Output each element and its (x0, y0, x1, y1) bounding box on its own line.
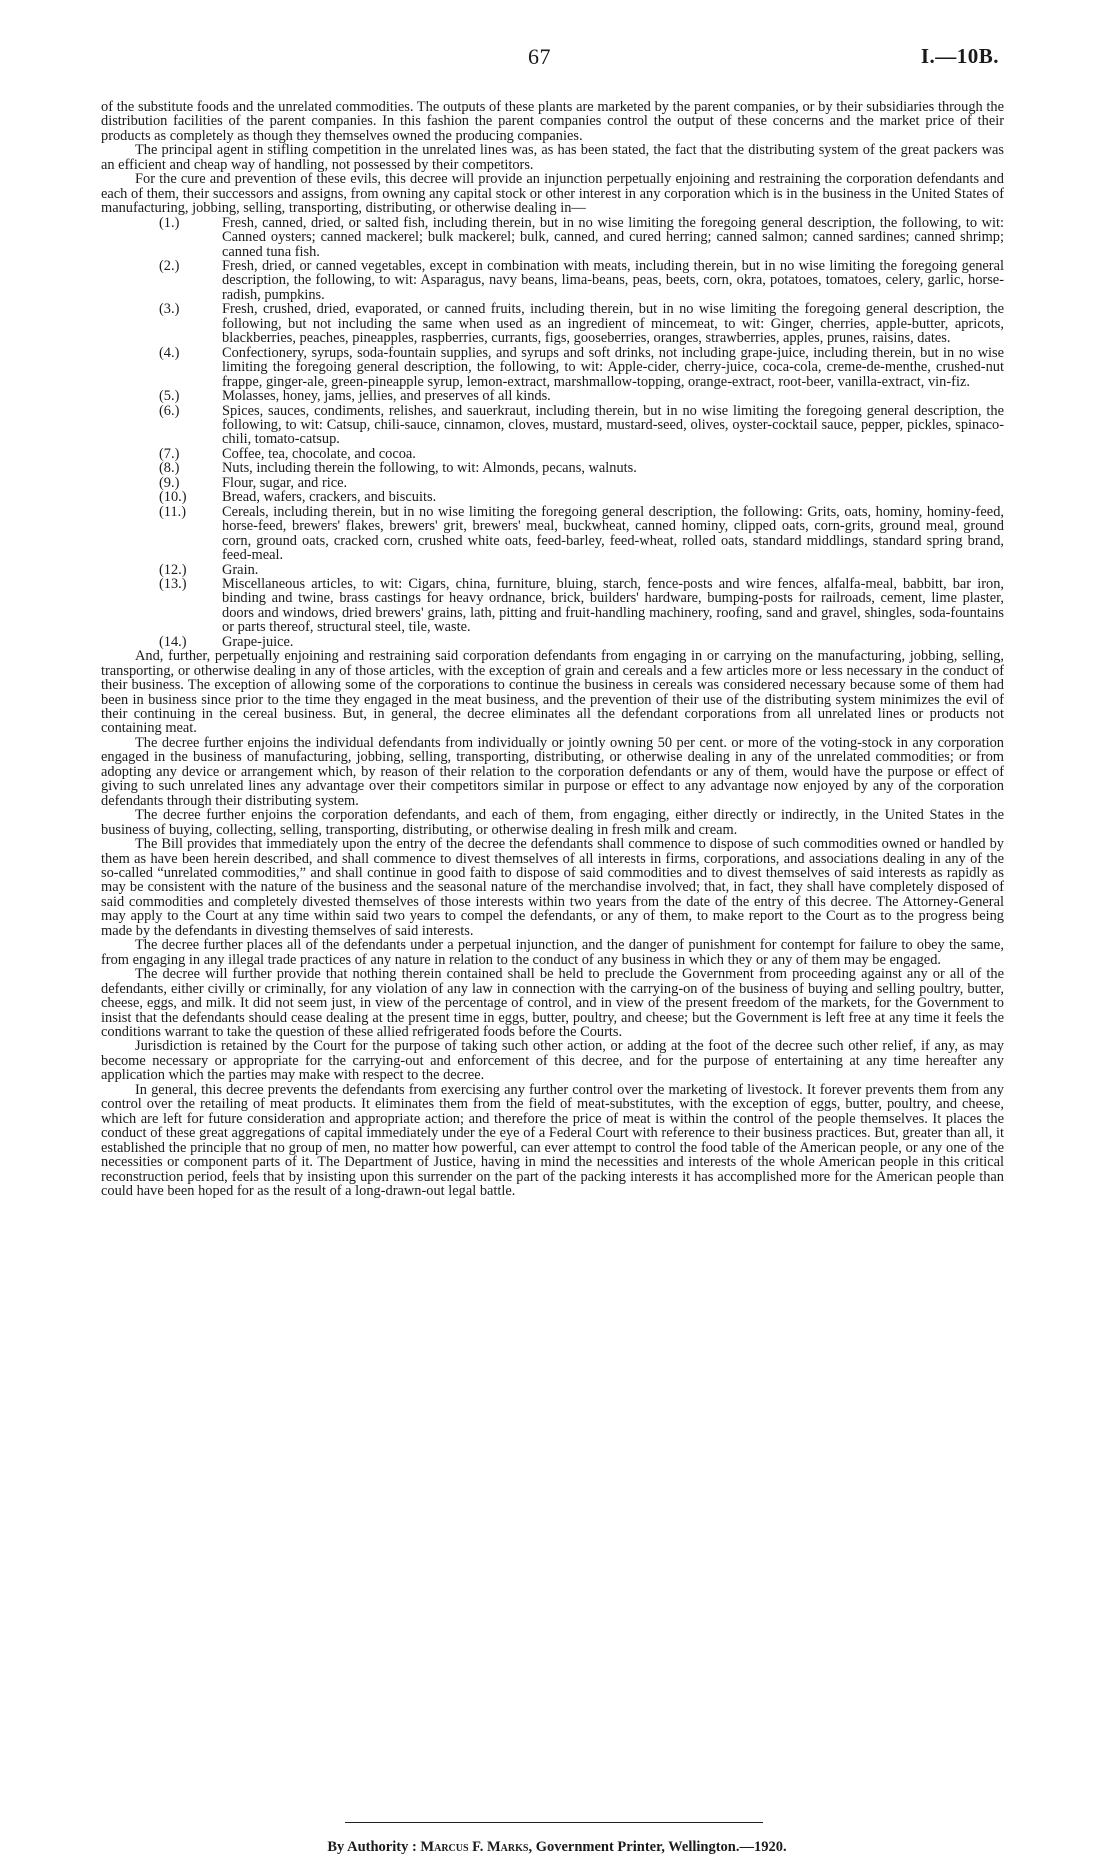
list-item (101, 577, 1004, 635)
item-number: (8.) (159, 460, 180, 477)
item-text: Grape-juice. (222, 633, 294, 650)
list-item (101, 490, 1004, 504)
page-header (0, 44, 1114, 74)
document-reference: I.—10B. (920, 44, 999, 68)
item-number: (6.) (159, 402, 180, 419)
paragraph-continuation: of the substitute foods and the unrelated commodities. The outputs of these plants are marketed by the parent companies, or by their subsidiaries through the distribution facilities of the parent companies. In this fashion the parent companies control the output of these concerns and the market price of their products as completely as though they themselves owned the producing companies. (101, 99, 1004, 144)
page-number: 67 (528, 44, 551, 69)
item-text: Miscellaneous articles, to wit: Cigars, china, furniture, bluing, starch, fence-posts and wire fences, alfalfa-meal, babbitt, bar iron, binding and twine, brass castings for heavy ordnance, brick, builders' hardware, bumping-posts for railroads, cement, lime plaster, doors and windows, dried brewers' grains, lath, pitting and fruit-handling machinery, roofing, sand and gravel, shingles, soda-fountains or parts thereof, structural steel, tile, waste. (222, 575, 1004, 636)
item-number: (11.) (159, 503, 187, 520)
item-number: (9.) (159, 474, 180, 491)
item-text: Coffee, tea, chocolate, and cocoa. (222, 445, 416, 462)
item-number: (13.) (159, 575, 187, 592)
printer-imprint (0, 1839, 1114, 1856)
item-number: (3.) (159, 301, 180, 318)
item-text: Grain. (222, 561, 259, 578)
list-item (101, 216, 1004, 259)
item-text: Bread, wafers, crackers, and biscuits. (222, 489, 437, 506)
list-item (101, 346, 1004, 389)
list-item (101, 476, 1004, 490)
item-number: (2.) (159, 257, 180, 274)
paragraph: The principal agent in stifling competition in the unrelated lines was, as has been stated, the fact that the distributing system of the great packers was an efficient and cheap way of handling, not possessed by their competitors. (101, 142, 1004, 173)
item-text: Nuts, including therein the following, to wit: Almonds, pecans, walnuts. (222, 460, 637, 477)
commodity-list (101, 216, 1004, 650)
paragraph: For the cure and prevention of these evils, this decree will provide an injunction perpetually enjoining and restraining the corporation defendants and each of them, their successors and assigns, from owning any capital stock or other interest in any corporation which is in the business in the United States of manufacturing, jobbing, selling, transporting, distributing, or otherwise dealing in— (101, 171, 1004, 217)
paragraph: The decree further enjoins the individual defendants from individually or jointly owning 50 per cent. or more of the voting-stock in any corporation engaged in the business of manufacturing, jobbing, selling, transporting, distributing, or otherwise dealing in any of the unrelated commodities; or from adopting any device or arrangement which, by reason of their relation to the corporation defendants or any of them, would have the purpose or effect of giving to such unrelated lines any advantage over their competitors similar in purpose or effect to any advantage now enjoyed by any of the corporation defendants through their distributing system. (101, 734, 1004, 809)
paragraph: The decree further enjoins the corporation defendants, and each of them, from engaging, either directly or indirectly, in the United States in the business of buying, collecting, selling, transporting, distributing, or otherwise dealing in fresh milk and cream. (101, 807, 1004, 838)
item-text: Molasses, honey, jams, jellies, and preserves of all kinds. (222, 388, 551, 405)
list-item (101, 563, 1004, 577)
imprint-suffix: , Government Printer, Wellington.—1920. (528, 1839, 787, 1855)
item-number: (7.) (159, 445, 180, 462)
list-item (101, 404, 1004, 447)
item-number: (1.) (159, 214, 180, 231)
item-number: (12.) (159, 561, 187, 578)
list-item (101, 461, 1004, 475)
paragraph: In general, this decree prevents the defendants from exercising any further control over the marketing of livestock. It forever prevents them from any control over the retailing of meat products. It eliminates them from the field of meat-substitutes, with the exception of eggs, butter, poultry, and cheese, which are left for future consideration and appropriate action; and therefore the price of meat is within the control of the people themselves. It places the conduct of these great aggregations of capital immediately under the eye of a Federal Court with reference to their business practices. But, greater than all, it established the principle that no group of men, no matter how powerful, can ever attempt to control the food table of the American people, or any one of the necessities or component parts of it. The Department of Justice, having in mind the necessities and interests of the whole American people in this critical reconstruction period, feels that by insisting upon this surrender on the part of the packing interests it has accomplished more for the American people than could have been hoped for as the result of a long-drawn-out legal battle. (101, 1081, 1004, 1199)
paragraph: Jurisdiction is retained by the Court for the purpose of taking such other action, or adding at the foot of the decree such other relief, if any, as may become necessary or appropriate for the carrying-out and enforcement of this decree, and for the purpose of entertaining at any time hereafter any application which the parties may make with respect to the decree. (101, 1038, 1004, 1084)
item-number: (5.) (159, 388, 180, 405)
item-number: (10.) (159, 489, 187, 506)
item-text: Flour, sugar, and rice. (222, 474, 348, 491)
item-text: Fresh, dried, or canned vegetables, except in combination with meats, including therein, but in no wise limiting the foregoing general description, the following, to wit: Asparagus, navy beans, lima-beans, peas, beets, corn, okra, potatoes, tomatoes, celery, garlic, horse-radish, pumpkins. (222, 257, 1004, 303)
list-item (101, 389, 1004, 403)
item-number: (14.) (159, 633, 187, 650)
list-item (101, 302, 1004, 345)
paragraph: The decree further places all of the defendants under a perpetual injunction, and the danger of punishment for contempt for failure to obey the same, from engaging in any illegal trade practices of any nature in relation to the conduct of any business in which they or any of them may be engaged. (101, 937, 1004, 968)
item-text: Cereals, including therein, but in no wise limiting the foregoing general description, the following: Grits, oats, hominy, hominy-feed, horse-feed, brewers' flakes, brewers' grit, brewers' meal, buckwheat, canned hominy, clipped oats, corn-grits, ground meal, ground corn, ground oats, cracked corn, crushed white oats, feed-barley, feed-wheat, rolled oats, standard middlings, standard spring brand, feed-meal. (222, 503, 1004, 564)
list-item (101, 447, 1004, 461)
item-text: Confectionery, syrups, soda-fountain supplies, and syrups and soft drinks, not including grape-juice, including therein, but in no wise limiting the foregoing general description, the following, to wit: Apple-cider, cherry-juice, coca-cola, creme-de-menthe, crushed-nut frappe, ginger-ale, green-pineapple syrup, lemon-extract, marshmallow-topping, orange-extract, root-beer, vanilla-extract, vin-fiz. (222, 344, 1004, 390)
list-item (101, 635, 1004, 649)
paragraph: And, further, perpetually enjoining and restraining said corporation defendants from engaging in or carrying on the manufacturing, jobbing, selling, transporting, or otherwise dealing in any of those articles, with the exception of grain and cereals and a few articles more or less necessary in the conduct of their business. The exception of allowing some of the corporations to continue the business in cereals was considered necessary because some of them had been in business since prior to the time they engaged in the meat business, and the prevention of their use of the distributing system minimizes the evil of their continuing in the cereal business. But, in general, the decree eliminates all the defendant corporations from all unrelated lines or products not containing meat. (101, 648, 1004, 737)
footer-divider (345, 1822, 763, 1823)
item-text: Fresh, canned, dried, or salted fish, including therein, but in no wise limiting the foregoing general description, the following, to wit: Canned oysters; canned mackerel; bulk mackerel; bulk, canned, and cured herring; canned salmon; canned sardines; canned shrimp; canned tuna fish. (222, 214, 1004, 260)
body-text (101, 100, 1004, 1198)
printer-name: Marcus F. Marks (420, 1839, 529, 1855)
imprint-prefix: By Authority : (327, 1839, 421, 1855)
paragraph: The decree will further provide that nothing therein contained shall be held to preclude the Government from proceeding against any or all of the defendants, either civilly or criminally, for any violation of any law in connection with the carrying-on of the business of buying and selling poultry, butter, cheese, eggs, and milk. It did not seem just, in view of the percentage of control, and in view of the present freedom of the markets, for the Government to insist that the defendants should cease dealing at the present time in eggs, butter, poultry, and cheese; but the Government is left free at any time it feels the conditions warrant to take the question of these allied refrigerated foods before the Courts. (101, 966, 1004, 1040)
item-text: Fresh, crushed, dried, evaporated, or canned fruits, including therein, but in no wise limiting the foregoing general description, the following, but not including the same when used as an ingredient of mincemeat, to wit: Ginger, cherries, apple-butter, apricots, blackberries, peaches, pineapples, raspberries, currants, figs, gooseberries, oranges, strawberries, apples, prunes, raisins, dates. (222, 301, 1004, 347)
item-number: (4.) (159, 344, 180, 361)
paragraph: The Bill provides that immediately upon the entry of the decree the defendants shall commence to dispose of such commodities owned or handled by them as have been herein described, and shall commence to divest themselves of all interests in firms, corporations, and associations dealing in any of the so-called “unrelated commodities,” and shall continue in good faith to dispose of said commodities and to divest themselves of said interests as rapidly as may be consistent with the nature of the business and the seasonal nature of the merchandise involved; that, in fact, they shall have completely disposed of said commodities and completely divested themselves of those interests within two years from the date of the entry of this decree. The Attorney-General may apply to the Court at any time within said two years to compel the defendants, or any of them, to make report to the Court as to the progress being made by the defendants in divesting themselves of said interests. (101, 836, 1004, 939)
list-item (101, 505, 1004, 563)
item-text: Spices, sauces, condiments, relishes, and sauerkraut, including therein, but in no wise limiting the foregoing general description, the following, to wit: Catsup, chili-sauce, cinnamon, cloves, mustard, mustard-seed, olives, oyster-cocktail sauce, pepper, pickles, spinaco-chili, tomato-catsup. (222, 402, 1004, 448)
list-item (101, 259, 1004, 302)
